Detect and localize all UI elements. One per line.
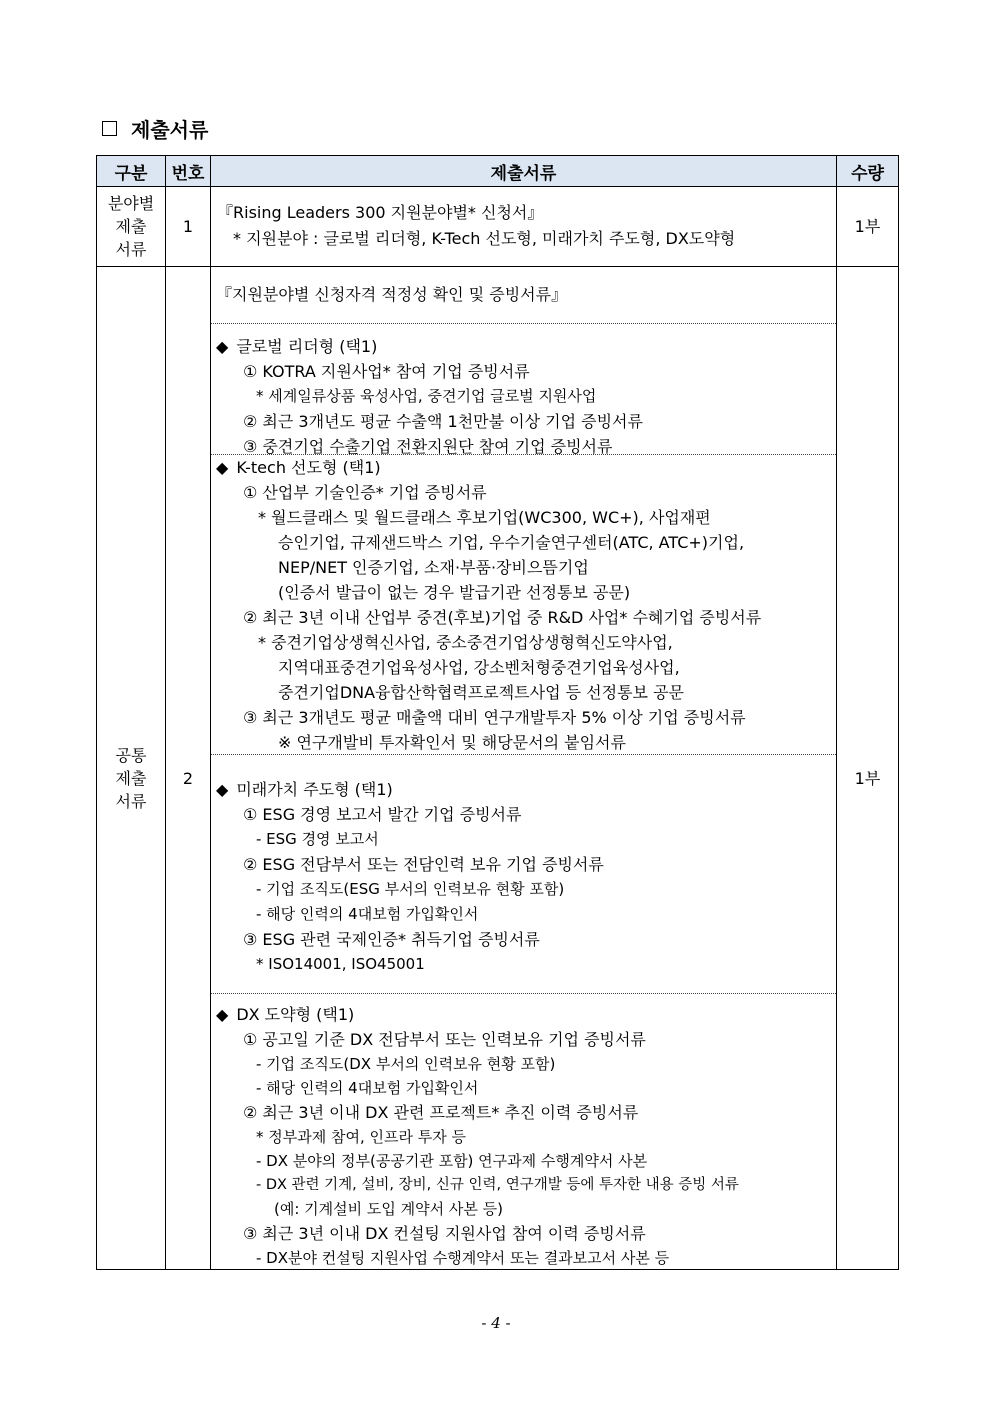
section-label: 미래가치 주도형 (택1) bbox=[236, 780, 393, 799]
header-documents: 제출서류 bbox=[211, 156, 837, 187]
table-row bbox=[97, 267, 899, 1270]
section-label: DX 도약형 (택1) bbox=[236, 1005, 355, 1024]
dx-title bbox=[216, 1002, 836, 1027]
row2-quantity: 1부 bbox=[837, 267, 899, 1270]
list-item: ③ ESG 관련 국제인증* 취득기업 증빙서류 bbox=[243, 930, 540, 949]
list-item: - 기업 조직도(ESG 부서의 인력보유 현황 포함) bbox=[256, 880, 565, 898]
list-item: ② 최근 3년 이내 DX 관련 프로젝트* 추진 이력 증빙서류 bbox=[243, 1103, 639, 1122]
list-item: (인증서 발급이 없는 경우 발급기관 선정통보 공문) bbox=[278, 583, 631, 602]
list-item: - DX분야 컨설팅 지원사업 수행계약서 또는 결과보고서 사본 등 bbox=[256, 1249, 670, 1267]
list-item: (예: 기계설비 도입 계약서 사본 등) bbox=[274, 1200, 503, 1218]
category-line: 서류 bbox=[115, 240, 147, 259]
dx-section bbox=[211, 994, 836, 1269]
list-item: ② 최근 3개년도 평균 수출액 1천만불 이상 기업 증빙서류 bbox=[243, 412, 643, 431]
category-line: 제출 bbox=[115, 217, 147, 236]
category-line: 서류 bbox=[115, 791, 147, 811]
list-item: * 중견기업상생혁신사업, 중소중견기업상생형혁신도약사업, bbox=[258, 633, 673, 652]
list-item: ③ 중견기업 수출기업 전환지원단 참여 기업 증빙서류 bbox=[243, 437, 613, 456]
section-heading bbox=[102, 114, 208, 143]
intro-section bbox=[211, 267, 836, 324]
ktech-section bbox=[211, 455, 836, 755]
list-item: ※ 연구개발비 투자확인서 및 해당문서의 붙임서류 bbox=[278, 733, 626, 752]
header-category: 구분 bbox=[97, 156, 166, 187]
intro-title: 『지원분야별 신청자격 적정성 확인 및 증빙서류』 bbox=[216, 285, 568, 304]
list-item: ① 공고일 기준 DX 전담부서 또는 인력보유 기업 증빙서류 bbox=[243, 1030, 646, 1049]
list-item: * 월드클래스 및 월드클래스 후보기업(WC300, WC+), 사업재편 bbox=[258, 508, 711, 527]
list-item: - 기업 조직도(DX 부서의 인력보유 현황 포함) bbox=[256, 1055, 556, 1073]
category-line: 제출 bbox=[115, 768, 147, 788]
global-title bbox=[216, 334, 836, 359]
diamond-icon: ◆ bbox=[216, 780, 229, 799]
header-number: 번호 bbox=[166, 156, 211, 187]
diamond-icon: ◆ bbox=[216, 337, 229, 356]
row1-number: 1 bbox=[166, 187, 211, 267]
checkbox-square-icon bbox=[102, 121, 117, 136]
list-item: 중견기업DNA융합산학협력프로젝트사업 등 선정통보 공문 bbox=[278, 683, 684, 702]
page-number: - 4 - bbox=[481, 1314, 511, 1332]
header-quantity: 수량 bbox=[837, 156, 899, 187]
category-line: 분야별 bbox=[107, 194, 155, 213]
table-header-row bbox=[97, 156, 899, 187]
row2-documents bbox=[211, 267, 837, 1270]
row2-number: 2 bbox=[166, 267, 211, 1270]
list-item: ① ESG 경영 보고서 발간 기업 증빙서류 bbox=[243, 805, 522, 824]
row1-category bbox=[97, 187, 166, 267]
list-item: * 세계일류상품 육성사업, 중견기업 글로벌 지원사업 bbox=[256, 387, 597, 405]
future-value-section bbox=[211, 755, 836, 994]
list-item: - 해당 인력의 4대보험 가입확인서 bbox=[256, 905, 479, 923]
list-item: NEP/NET 인증기업, 소재·부품·장비으뜸기업 bbox=[278, 558, 589, 577]
list-item: * ISO14001, ISO45001 bbox=[256, 955, 425, 973]
application-form-line: 『Rising Leaders 300 지원분야별* 신청서』 bbox=[217, 203, 544, 222]
section-title: 제출서류 bbox=[131, 118, 209, 142]
section-label: K-tech 선도형 (택1) bbox=[236, 458, 381, 477]
row1-documents bbox=[211, 187, 837, 267]
row2-category bbox=[97, 267, 166, 1270]
list-item: - 해당 인력의 4대보험 가입확인서 bbox=[256, 1079, 479, 1097]
list-item: - DX 분야의 정부(공공기관 포함) 연구과제 수행계약서 사본 bbox=[256, 1152, 648, 1170]
list-item: * 정부과제 참여, 인프라 투자 등 bbox=[256, 1128, 466, 1146]
future-title bbox=[216, 777, 836, 802]
list-item: 승인기업, 규제샌드박스 기업, 우수기술연구센터(ATC, ATC+)기업, bbox=[278, 533, 745, 552]
global-leader-section bbox=[211, 324, 836, 455]
list-item: - ESG 경영 보고서 bbox=[256, 830, 379, 848]
list-item: 지역대표중견기업육성사업, 강소벤처형중견기업육성사업, bbox=[278, 658, 680, 677]
row1-quantity: 1부 bbox=[837, 187, 899, 267]
list-item: ③ 최근 3개년도 평균 매출액 대비 연구개발투자 5% 이상 기업 증빙서류 bbox=[243, 708, 746, 727]
support-field-note: * 지원분야 : 글로벌 리더형, K-Tech 선도형, 미래가치 주도형, DX도약형 bbox=[233, 229, 736, 248]
list-item: ② ESG 전담부서 또는 전담인력 보유 기업 증빙서류 bbox=[243, 855, 604, 874]
list-item: ③ 최근 3년 이내 DX 컨설팅 지원사업 참여 이력 증빙서류 bbox=[243, 1224, 646, 1243]
category-line: 공통 bbox=[115, 745, 147, 765]
list-item: - DX 관련 기계, 설비, 장비, 신규 인력, 연구개발 등에 투자한 내용 증빙 서류 bbox=[256, 1177, 739, 1193]
list-item: ① 산업부 기술인증* 기업 증빙서류 bbox=[243, 483, 487, 502]
section-label: 글로벌 리더형 (택1) bbox=[236, 337, 378, 356]
list-item: ① KOTRA 지원사업* 참여 기업 증빙서류 bbox=[243, 362, 530, 381]
diamond-icon: ◆ bbox=[216, 1005, 229, 1024]
table-row bbox=[97, 187, 899, 267]
documents-table bbox=[96, 155, 899, 1270]
diamond-icon: ◆ bbox=[216, 458, 229, 477]
list-item: ② 최근 3년 이내 산업부 중견(후보)기업 중 R&D 사업* 수혜기업 증빙서류 bbox=[243, 608, 762, 627]
